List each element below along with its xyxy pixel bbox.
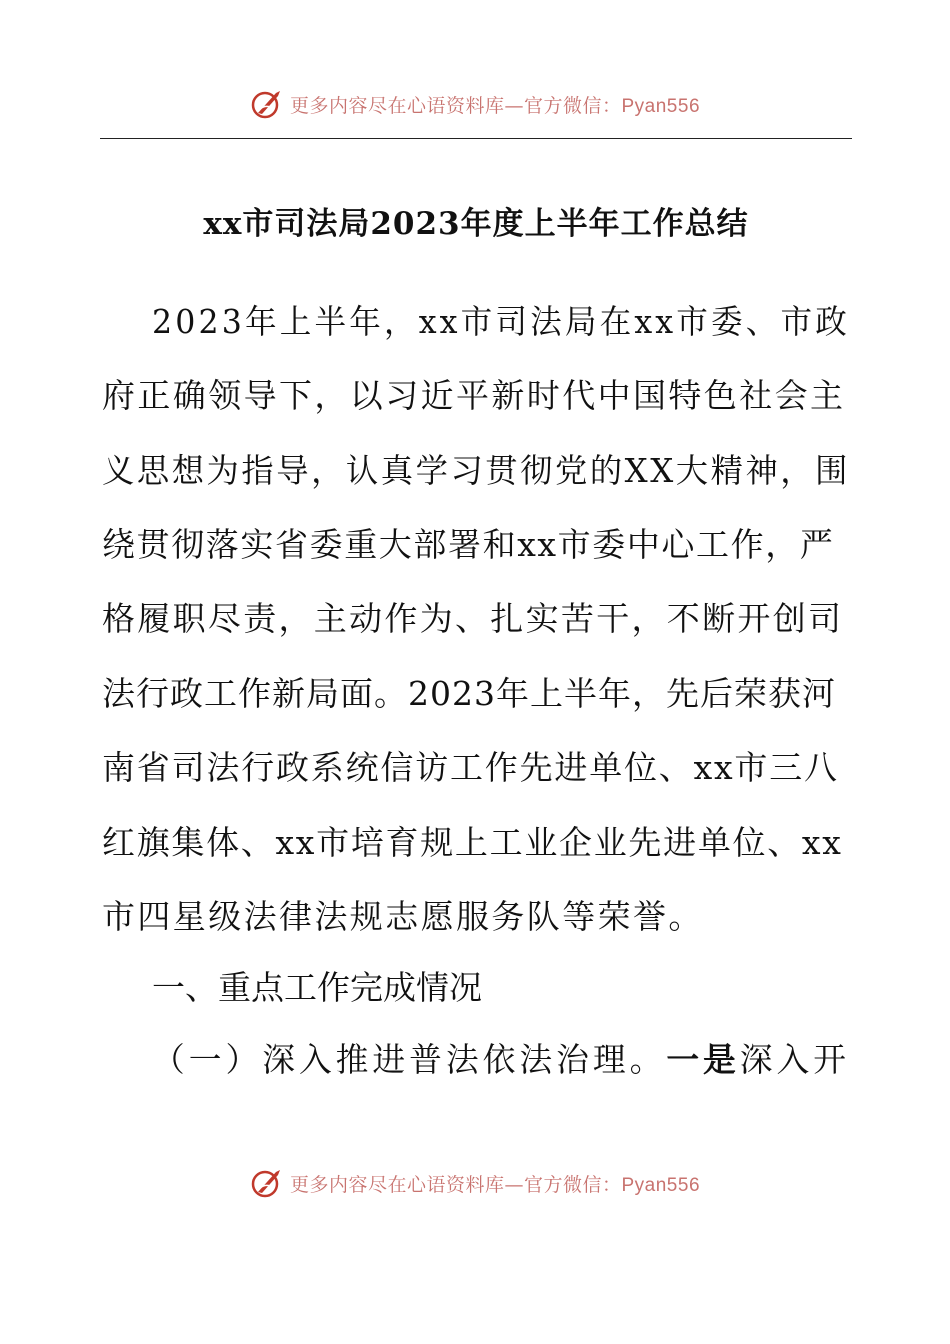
footer-watermark [0, 1163, 950, 1203]
header-divider [100, 138, 852, 139]
subsection-bold-lead: 一是 [666, 1040, 740, 1079]
header-wechat-handle: Pyan556 [621, 95, 701, 117]
paragraph-line: 绕贯彻落实省委重大部署和xx市委中心工作，严 [102, 525, 835, 564]
header-watermark [0, 84, 950, 124]
paragraph-line: 红旗集体、xx市培育规上工业企业先进单位、xx [102, 823, 843, 862]
footer-wechat-handle: Pyan556 [621, 1174, 701, 1196]
footer-watermark-text: 更多内容尽在心语资料库—官方微信：Pyan556 [289, 1173, 701, 1196]
section-heading: 一、重点工作完成情况 [152, 968, 482, 1007]
paragraph-line: 南省司法行政系统信访工作先进单位、xx市三八 [102, 748, 839, 787]
paragraph-line: 2023年上半年，xx市司法局在xx市委、市政 [152, 302, 850, 341]
quill-logo-icon [250, 87, 284, 121]
header-watermark-text: 更多内容尽在心语资料库—官方微信：Pyan556 [289, 94, 701, 117]
paragraph-line: 市四星级法律法规志愿服务队等荣誉。 [102, 897, 704, 936]
paragraph-line: 法行政工作新局面。2023年上半年，先后荣获河 [102, 674, 836, 713]
document-title: xx市司法局2023年度上半年工作总结 [203, 206, 749, 242]
quill-logo-icon [250, 1166, 284, 1200]
paragraph-line: 府正确领导下，以习近平新时代中国特色社会主 [102, 376, 846, 415]
paragraph-line: 义思想为指导，认真学习贯彻党的XX大精神，围 [102, 451, 850, 490]
paragraph-line: 格履职尽责，主动作为、扎实苦干，不断开创司 [102, 599, 844, 638]
subsection-heading: （一）深入推进普法依法治理。一是深入开 [152, 1040, 851, 1079]
